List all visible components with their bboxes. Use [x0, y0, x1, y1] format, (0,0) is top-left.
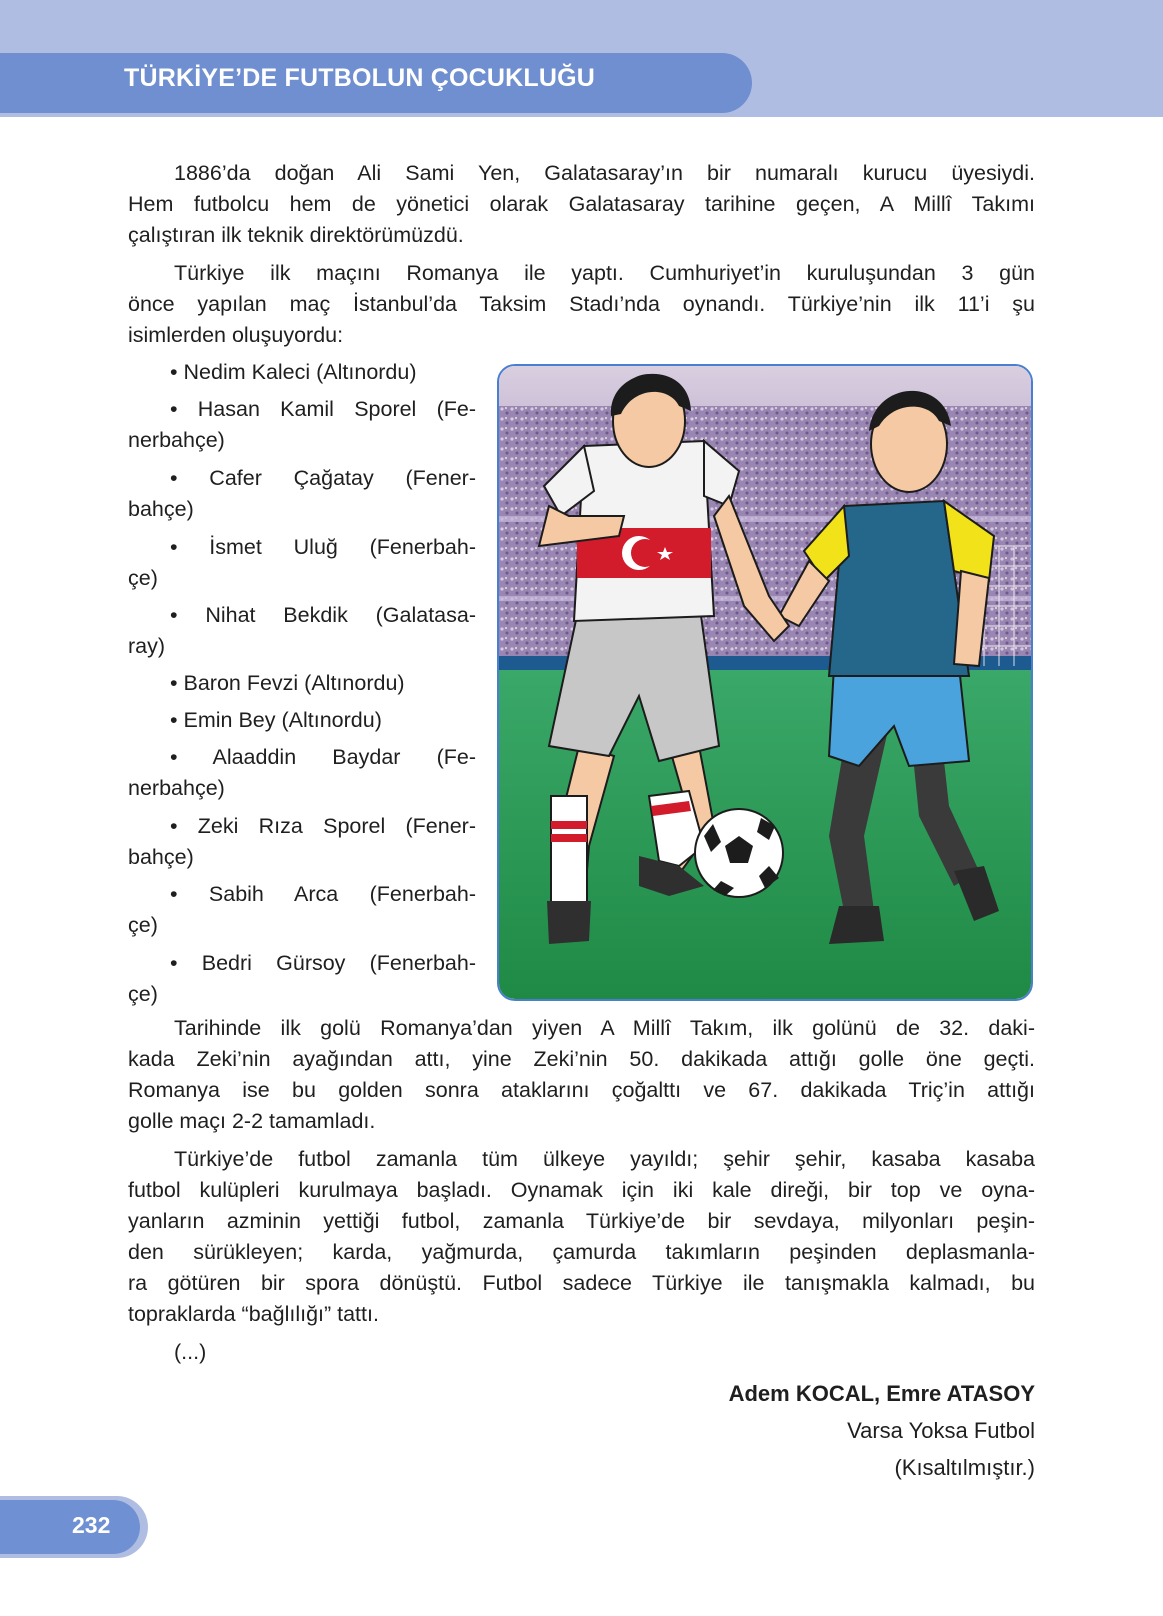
list-item: • Zeki Rıza Sporel (Fener-	[170, 814, 476, 838]
turkey-boot-left	[547, 901, 591, 944]
list-item-cont: nerbahçe)	[128, 428, 225, 452]
list-item: • İsmet Uluğ (Fenerbah-	[170, 535, 476, 559]
ellipsis: (...)	[174, 1340, 207, 1364]
list-item-cont: ray)	[128, 634, 166, 658]
body-p3-line-4: golle maçı 2-2 tamamladı.	[128, 1109, 376, 1133]
source-authors: Adem KOCAL, Emre ATASOY	[728, 1381, 1035, 1406]
body-p4-line-3: yanların azminin yettiği futbol, zamanla Türkiye’de bir sevdaya, milyonları peşin-	[128, 1209, 1035, 1233]
body-p4-line-6: topraklarda “bağlılığı” tattı.	[128, 1302, 379, 1326]
list-item-cont: çe)	[128, 566, 158, 590]
body-p4-line-1: Türkiye’de futbol zamanla tüm ülkeye yayıldı; şehir şehir, kasaba kasaba	[174, 1147, 1035, 1171]
page-number-tab-inner	[0, 1500, 140, 1554]
list-item: • Hasan Kamil Sporel (Fe-	[170, 397, 476, 421]
body-p4-line-2: futbol kulüpleri kurulmaya başladı. Oynamak için iki kale direği, bir top ve oyna-	[128, 1178, 1035, 1202]
intro-p2-line-2: önce yapılan maç İstanbul’da Taksim Stadı’nda oynandı. Türkiye’nin ilk 11’i şu	[128, 292, 1035, 316]
football-illustration	[497, 364, 1033, 1001]
turkey-sock-left	[551, 796, 587, 906]
list-item-cont: bahçe)	[128, 497, 194, 521]
list-item: • Cafer Çağatay (Fener-	[170, 466, 476, 490]
body-p3-line-2: kada Zeki’nin ayağından attı, yine Zeki’nin 50. dakikada attığı golle öne geçti.	[128, 1047, 1035, 1071]
page-number: 232	[72, 1512, 111, 1538]
list-item-cont: nerbahçe)	[128, 776, 225, 800]
source-book: Varsa Yoksa Futbol	[847, 1418, 1035, 1443]
intro-p1-line-2: Hem futbolcu hem de yönetici olarak Galatasaray tarihine geçen, A Millî Takımı	[128, 192, 1035, 216]
list-item: • Sabih Arca (Fenerbah-	[170, 882, 476, 906]
intro-p1-line-1: 1886’da doğan Ali Sami Yen, Galatasaray’ın bir numaralı kurucu üyesiydi.	[174, 161, 1035, 185]
list-item: • Alaaddin Baydar (Fe-	[170, 745, 476, 769]
page-title: TÜRKİYE’DE FUTBOLUN ÇOCUKLUĞU	[124, 64, 596, 92]
list-item-cont: bahçe)	[128, 845, 194, 869]
list-item: • Bedri Gürsoy (Fenerbah-	[170, 951, 476, 975]
list-item: • Emin Bey (Altınordu)	[170, 708, 382, 732]
crescent-inner	[631, 539, 659, 567]
intro-p2-line-3: isimlerden oluşuyordu:	[128, 323, 344, 347]
sock-stripe	[551, 821, 587, 829]
list-item: • Nihat Bekdik (Galatasa-	[170, 603, 476, 627]
source-note: (Kısaltılmıştır.)	[894, 1455, 1035, 1480]
football-icon	[695, 809, 783, 897]
list-item-cont: çe)	[128, 982, 158, 1006]
intro-p1-line-3: çalıştıran ilk teknik direktörümüzdü.	[128, 223, 464, 247]
list-item: • Baron Fevzi (Altınordu)	[170, 671, 405, 695]
intro-p2-line-1: Türkiye ilk maçını Romanya ile yaptı. Cumhuriyet’in kuruluşundan 3 gün	[174, 261, 1035, 285]
body-p3-line-1: Tarihinde ilk golü Romanya’dan yiyen A Millî Takım, ilk golünü de 32. daki-	[174, 1016, 1035, 1040]
body-p4-line-4: den sürükleyen; karda, yağmurda, çamurda takımların peşinden deplasmanla-	[128, 1240, 1035, 1264]
body-p3-line-3: Romanya ise bu golden sonra ataklarını çoğalttı ve 67. dakikada Triç’in attığı	[128, 1078, 1035, 1102]
sock-stripe	[551, 834, 587, 842]
body-p4-line-5: ra götüren bir spora dönüştü. Futbol sadece Türkiye ile tanışmakla kalmadı, bu	[128, 1271, 1035, 1295]
list-item: • Nedim Kaleci (Altınordu)	[170, 360, 417, 384]
list-item-cont: çe)	[128, 913, 158, 937]
